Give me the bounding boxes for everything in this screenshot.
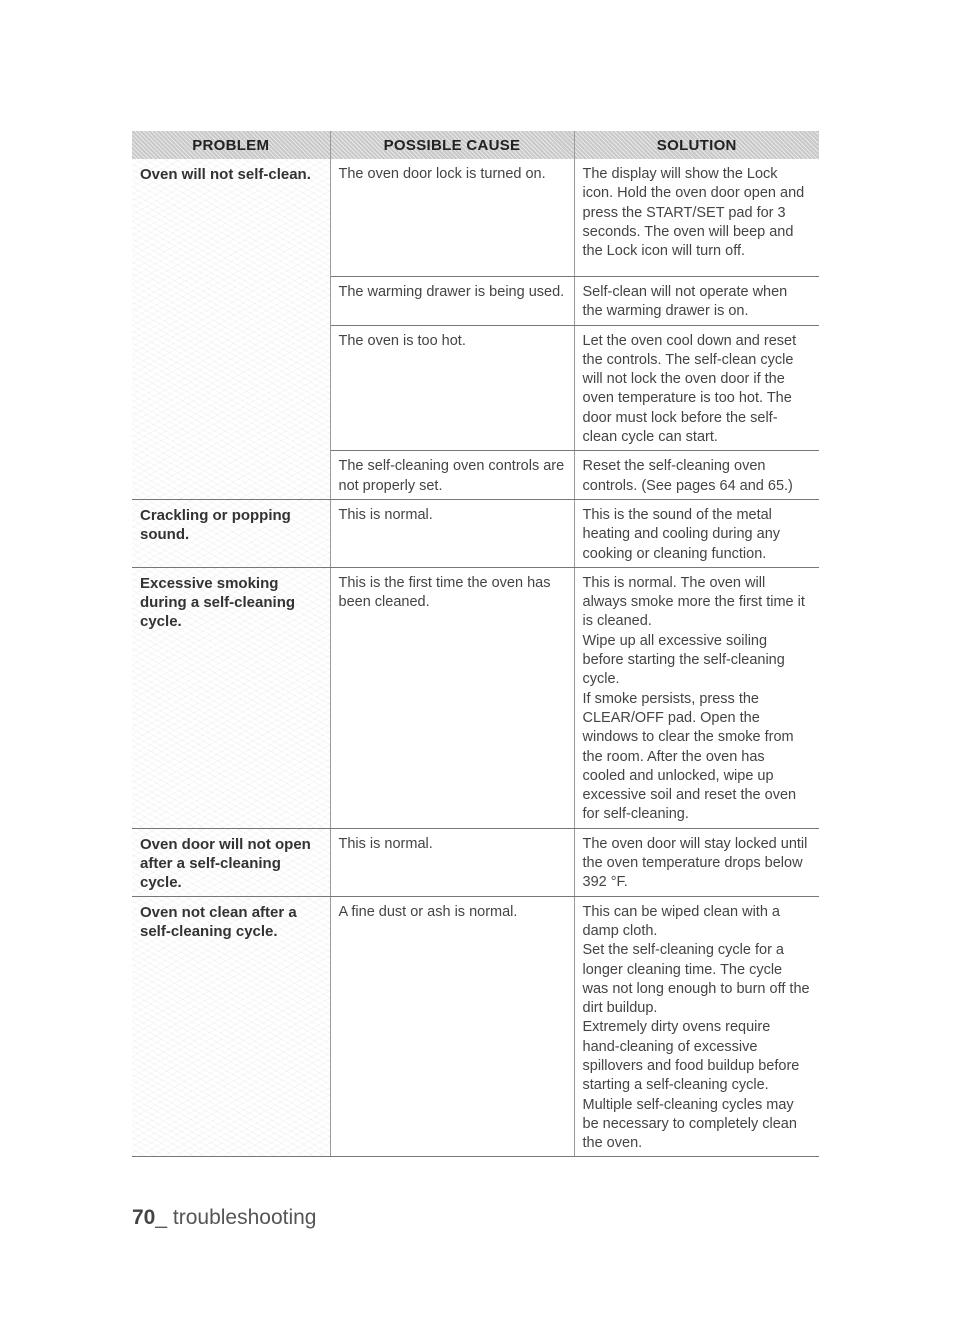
cause-cell: This is normal. xyxy=(330,499,574,567)
solution-cell: This is the sound of the metal heating and cooling during any cooking or cleaning function. xyxy=(574,499,819,567)
cause-cell: The warming drawer is being used. xyxy=(330,277,574,326)
cause-cell: The self-cleaning oven controls are not properly set. xyxy=(330,451,574,500)
solution-cell: The display will show the Lock icon. Hold the oven door open and press the START/SET pad for 3 seconds. The oven will beep and the Lock icon will turn off. xyxy=(574,159,819,277)
problem-cell: Excessive smoking during a self-cleaning cycle. xyxy=(132,567,330,828)
problem-cell: Oven door will not open after a self-cleaning cycle. xyxy=(132,828,330,896)
problem-cell: Oven will not self-clean. xyxy=(132,159,330,499)
table-row xyxy=(132,499,819,567)
troubleshooting-table xyxy=(132,131,819,1157)
cause-cell: The oven door lock is turned on. xyxy=(330,159,574,277)
solution-cell: The oven door will stay locked until the oven temperature drops below 392 °F. xyxy=(574,828,819,896)
table-row xyxy=(132,896,819,1157)
section-title: troubleshooting xyxy=(167,1206,317,1229)
solution-cell: Self-clean will not operate when the warming drawer is on. xyxy=(574,277,819,326)
problem-cell: Oven not clean after a self-cleaning cycle. xyxy=(132,896,330,1157)
solution-cell: This can be wiped clean with a damp cloth. Set the self-cleaning cycle for a longer cleaning time. The cycle was not long enough to burn off the dirt buildup. Extremely dirty ovens require hand-cleaning of excessive spillovers and food buildup before starting a self-cleaning cycle. Multiple self-cleaning cycles may be necessary to completely clean the oven. xyxy=(574,896,819,1157)
header-possible-cause: POSSIBLE CAUSE xyxy=(330,131,574,159)
header-problem: PROBLEM xyxy=(132,131,330,159)
cause-cell: The oven is too hot. xyxy=(330,325,574,451)
solution-cell: This is normal. The oven will always smoke more the first time it is cleaned. Wipe up all excessive soiling before starting the self-cleaning cycle. If smoke persists, press the CLEAR/OFF pad. Open the windows to clear the smoke from the room. After the oven has cooled and unlocked, wipe up excessive soil and reset the oven for self-cleaning. xyxy=(574,567,819,828)
header-solution: SOLUTION xyxy=(574,131,819,159)
problem-cell: Crackling or popping sound. xyxy=(132,499,330,567)
table-row xyxy=(132,567,819,828)
cause-cell: This is normal. xyxy=(330,828,574,896)
footer-separator: _ xyxy=(155,1206,168,1229)
page-number: 70 xyxy=(132,1206,156,1229)
table-header-row xyxy=(132,131,819,159)
solution-cell: Let the oven cool down and reset the controls. The self-clean cycle will not lock the oven door if the oven temperature is too hot. The door must lock before the self-clean cycle can start. xyxy=(574,325,819,451)
table-row xyxy=(132,159,819,277)
cause-cell: A fine dust or ash is normal. xyxy=(330,896,574,1157)
page-footer xyxy=(132,1206,317,1230)
solution-cell: Reset the self-cleaning oven controls. (See pages 64 and 65.) xyxy=(574,451,819,500)
table-row xyxy=(132,828,819,896)
cause-cell: This is the first time the oven has been cleaned. xyxy=(330,567,574,828)
